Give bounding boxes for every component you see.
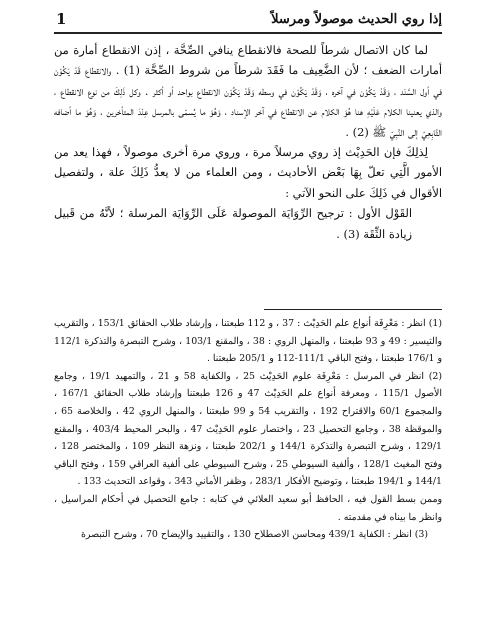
paragraph-1: لما كان الاتصال شرطاً للصحة فالانقطاع ينافي الصِّحَّة ، إذن الانقطاع أمارة من أمارات الضعف ؛ لأن الضَّعِيف ما فَقَدَ شرطاً من شروط الصِّحَّة (1) . والانقطاع قَدْ يَكُوْن في أول السَّنَد ، وَقَدْ يَكُوْن في آخره ، وَقَدْ يَكُوْن في وسطه وَقَدْ يَكُوْن الانقطاع بواحد أو أكثر . وكل ذَلِكَ من نوع الانقطاع ، والذي يعنينا الكلام عَلَيْهِ هنا هُوَ الكلام عن الانقطاع في آخر الإسناد ، وَهُوَ ما يُسمّى بالمرسل عِنْدَ المتأخرين ، وَهُوَ ما أضافه التَّابِعِيّ إلى النَّبِيّ ﷺ (2) . xyxy=(54,43,442,139)
page-header xyxy=(54,10,442,34)
footnote-1: (1) انظر : مَعْرِفَة أنواع علم الحَدِيْث : 37 ، و 112 طبعتنا ، وإرشاد طلاب الحقائق 153/1 ، والتقريب والتيسير : 49 و 93 طبعتنا ، والمنهل الروي : 38 ، والمقنع 103/1 ، وشرح التبصرة والتذكرة 112/1 و 176/1 طبعتنا ، وفتح الباقي 111/1-112 و 205/1 طبعتنا . xyxy=(54,318,442,365)
footnote-divider xyxy=(264,309,442,310)
paragraph-3: القَوْل الأول : ترجيح الرِّوَايَة الموصولة عَلَى الرِّوَايَة المرسلة ؛ لأنَّهُ من قَبيل زيادة الثِّقَة (3) . xyxy=(54,206,412,241)
page-number: 1 xyxy=(56,10,67,28)
paragraph-2: لِذلِكَ فإن الحَدِيْث إذ روي مرسلاً مرة ، وروي مرة أخرى موصولاً ، فهذا يعد من الأمور الَّتِي تعلّ بِهَا بَعْض الأحاديث ، ومن العلماء من لا يعدُّ ذَلِكَ علة ، ولتفصيل الأقوال في ذَلِكَ على النحو الآتي : xyxy=(54,145,442,200)
footnote-2-continuation: وممن بسط القول فيه ، الحافظ أبو سعيد العلائي في كتابه : جامع التحصيل في أحكام المراسيل ، وانظر ما بيناه في مقدمته . xyxy=(54,493,442,523)
footnote-3: (3) انظر : الكفاية 439/1 ومحاسن الاصطلاح 130 ، والتقييد والإيضاح 70 ، وشرح التبصرة xyxy=(81,529,428,541)
footnote-2: (2) انظر في المرسل : مَعْرِفَة علوم الحَدِيْث 25 ، والكفاية 58 و 21 ، والتمهيد 19/1 ، وجامع الأصول 115/1 ، ومعرفة أنواع علم الحَدِيْث 47 و 126 طبعتنا وإرشاد طلاب الحقائق 167/1 ، والمجموع 60/1 والاقتراح 192 ، والتقريب 54 و 99 طبعتنا ، والمنهل الروي 42 ، والخلاصة 65 ، والموقظة 38 ، وجامع التحصيل 23 ، واختصار علوم الحَدِيْث 47 ، والبحر المحيط 403/4 ، والمقنع 129/1 ، وشرح التبصرة والتذكرة 144/1 و 202/1 طبعتنا ، ونزهة النظر 109 ، والمختصر 128 ، وفتح المغيث 128/1 ، وألفية السيوطي 25 ، وشرح السيوطي على ألفية العراقي 159 ، وفتح الباقي 144/1 و 194/1 طبعتنا ، وتوضيح الأفكار 283/1 ، وظفر الأماني 343 ، وقواعد التحديث 133 . xyxy=(54,370,443,488)
footnotes xyxy=(54,315,442,544)
running-title: إذا روي الحديث موصولاً ومرسلاً xyxy=(271,12,442,27)
main-text xyxy=(54,40,442,244)
